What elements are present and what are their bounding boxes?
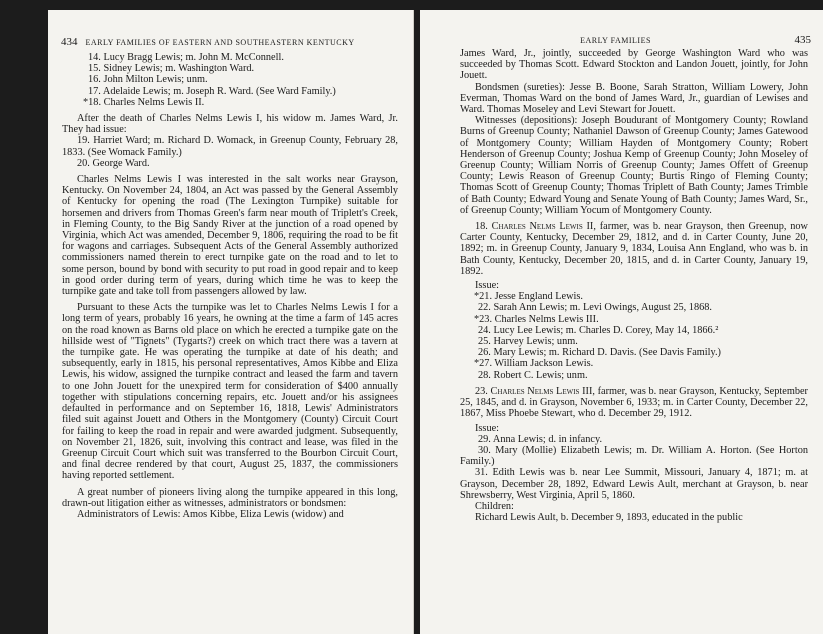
list-item: 22. Sarah Ann Lewis; m. Levi Owings, August 25, 1868. <box>478 302 712 314</box>
list-item: 15. Sidney Lewis; m. Washington Ward. <box>88 63 255 75</box>
list-item: 19. Harriet Ward; m. Richard D. Womack, in Greenup County, February 28, 1833. (See Womack Family.) <box>62 135 398 158</box>
paragraph: Charles Nelms Lewis I was interested in the salt works near Grayson, Kentucky. On November 24, 1804, an Act was passed by the General Assembly of Kentucky for opening the road (The Lexington Turnpike) suitable for horsemen and drivers from Thomas Green's farm near mouth of Triplett's Creek, in Fleming County, to the Big Sandy River at the junction of a road opened by Virginia, which Act was amended, December 9, 1806, requiring the road to be fit for wagons and carriages. Subsequent Acts of the General Assembly authorized commissioners named therein to erect turnpike gate on the road and to let to some person, bound by bond with security to put road in good repair and to keep in good order during term of years, during which time he was to keep the turnpike gate and take toll from passengers allowed by law. <box>62 174 398 298</box>
left-page <box>48 10 414 634</box>
list-item: 24. Lucy Lee Lewis; m. Charles D. Corey, May 14, 1866.² <box>478 324 719 336</box>
list-item: 17. Adelaide Lewis; m. Joseph R. Ward. (See Ward Family.) <box>88 85 336 97</box>
list-item: 14. Lucy Bragg Lewis; m. John M. McConnell. <box>88 52 284 63</box>
list-item: 26. Mary Lewis; m. Richard D. Davis. (See Davis Family.) <box>478 347 721 359</box>
page-number: 434 <box>61 36 78 48</box>
issue-label: Issue: <box>475 422 500 434</box>
entry-number: 23. <box>475 385 488 397</box>
paragraph: Administrators of Lewis: Amos Kibbe, Eliza Lewis (widow) and <box>77 508 344 520</box>
running-title: EARLY FAMILIES <box>580 36 651 45</box>
list-item: *23. Charles Nelms Lewis III. <box>474 313 599 325</box>
paragraph: James Ward, Jr., jointly, succeeded by George Washington Ward who was succeeded by Thomas Scott. Edward Stockton and Landon Jouett, jointly, for John Jouett. <box>460 48 808 82</box>
list-item: *21. Jesse England Lewis. <box>474 291 583 303</box>
issue-label: Issue: <box>475 280 500 292</box>
paragraph: Pursuant to these Acts the turnpike was let to Charles Nelms Lewis I for a long term of years, probably 16 years, he owning at the time a farm of 145 acres on the road known as Barns old place on which he erected a turnpike gate on the hillside west of "Tignets" (Tygarts?) creek on which tract there was a tavern at the turnpike gate. He was operating the turnpike at date of his death; and subsequently, early in 1815, his personal representatives, Amos Kibbe and Eliza Lewis, his widow, assigned the turnpike contract and leased the farm and tavern to one John Jouett for the unexpired term for consideration of $400 annually together with stipulations concerning repairs, etc. Jouett and/or his assignees defaulted in performance and on September 16, 1818, Lewis' Administrators filed suit against Jouett and Others in the Montgomery (County) Circuit Court for failing to keep the road in repair and were awarded judgment. Subsequently, on November 21, 1826, suit, involving this contract and lease, was filed in the Greenup Circuit Court which suit was transferred to the Bourbon Circuit Court, and final decree rendered by that court, August 25, 1837, the commissioners having reported settlement. <box>62 302 398 482</box>
list-item: 29. Anna Lewis; d. in infancy. <box>478 433 603 445</box>
page-header <box>61 36 406 46</box>
person-name: Charles Nelms Lewis <box>490 385 580 397</box>
page-number: 435 <box>794 34 811 46</box>
children-label: Children: <box>475 500 514 512</box>
left-body <box>62 52 398 520</box>
right-page <box>420 10 823 634</box>
entry-text: III, farmer, was b. near Grayson, Kentucky, September 25, 1845, and d. in Grayson, November 6, 1933; m. in Carter County, December 22, 1867, Miss Phoebe Stewart, who d. December 29, 1912. <box>460 385 808 420</box>
page-header <box>420 36 811 46</box>
list-item: 28. Robert C. Lewis; unm. <box>478 369 588 381</box>
person-name: Charles Nelms Lewis <box>491 221 583 233</box>
list-item: 30. Mary (Mollie) Elizabeth Lewis; m. Dr. William A. Horton. (See Horton Family.) <box>460 444 808 468</box>
paragraph: A great number of pioneers living along the turnpike appeared in this long, drawn-out litigation either as witnesses, administrators or bondsmen: <box>62 486 398 509</box>
paragraph: Witnesses (depositions): Joseph Boudurant of Montgomery County; Rowland Burns of Greenup County; Nathaniel Dawson of Greenup County; James Gatewood of Montgomery County; William Hayden of Montgomery County; Robert Henderson of Greenup County; Joshua Kemp of Greenup County; John Moseley of Greenup County; William Norris of Greenup County; James Offett of Greenup County; Lewis Reason of Greenup County; Burtis Ringo of Fleming County; Thomas Scott of Greenup County; Thomas Triplett of Bath County; James Trimble of Bath County; Edward Young and Senate Young of Bath County; James Ward, Sr., of Greenup County; William Yocum of Montgomery County. <box>460 115 808 216</box>
list-item: 25. Harvey Lewis; unm. <box>478 336 578 348</box>
paragraph <box>460 386 808 420</box>
entry-text: II, farmer, was b. near Grayson, then Greenup, now Carter County, Kentucky, December 29, 1812, and d. in Carter County, June 20, 1892; m. in Greenup County, January 9, 1834, Louisa Ann England, who was b. in Bath County, Kentucky, December 20, 1815, and d. in Carter County, January 19, 1892. <box>460 221 808 277</box>
paragraph: Bondsmen (sureties): Jesse B. Boone, Sarah Stratton, William Lowery, John Everman, Thomas Ward on the bond of James Ward, Jr., guardian of Lewises and Ward. Thomas Moseley and Levi Stewart for Jouett. <box>460 81 808 116</box>
paragraph: 31. Edith Lewis was b. near Lee Summit, Missouri, January 4, 1871; m. at Grayson, December 28, 1892, Edward Lewis Ault, merchant at Grayson, b. near Shrewsberry, West Virginia, April 5, 1860. <box>460 467 808 501</box>
paragraph: Richard Lewis Ault, b. December 9, 1893, educated in the public <box>475 512 743 524</box>
list-item: *18. Charles Nelms Lewis II. <box>83 96 205 108</box>
right-body <box>460 48 808 523</box>
list-item: 16. John Milton Lewis; unm. <box>88 74 208 86</box>
list-item: *27. William Jackson Lewis. <box>474 358 594 370</box>
list-item: 20. George Ward. <box>77 157 150 169</box>
running-title: EARLY FAMILIES OF EASTERN AND SOUTHEASTERN KENTUCKY <box>85 38 355 47</box>
paragraph <box>460 221 808 277</box>
paragraph: After the death of Charles Nelms Lewis I, his widow m. James Ward, Jr. They had issue: <box>62 113 398 136</box>
entry-number: 18. <box>475 221 488 233</box>
